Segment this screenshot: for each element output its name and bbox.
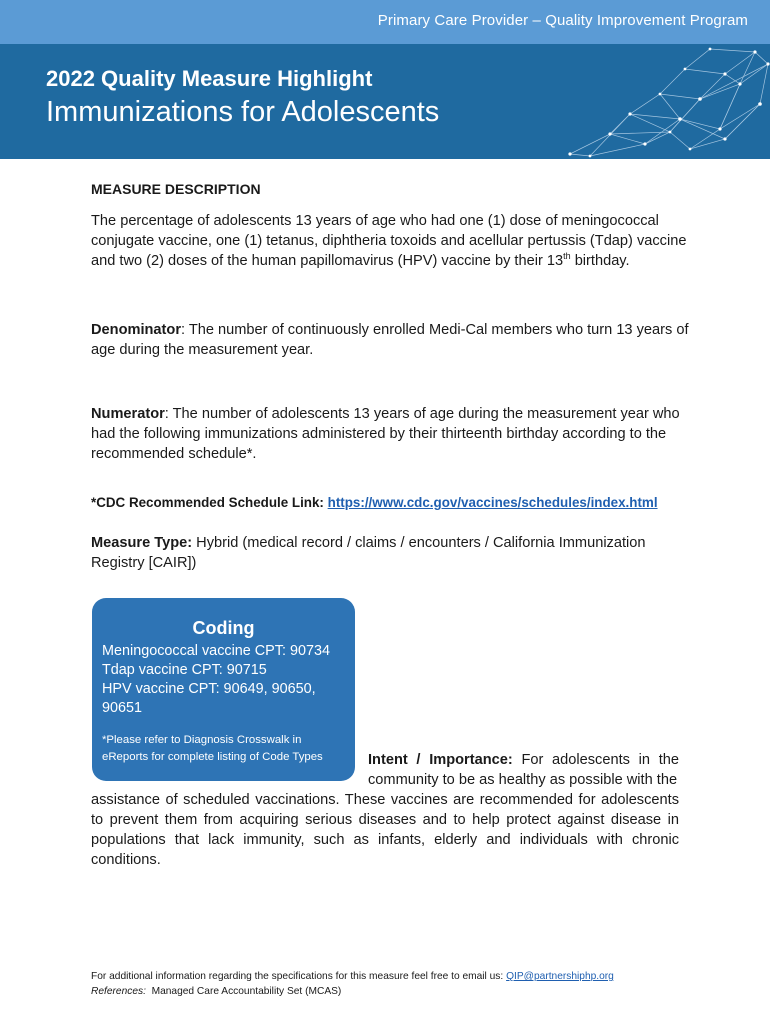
- measure-type-label: Measure Type:: [91, 535, 193, 551]
- coding-note-line1: *Please refer to Diagnosis Crosswalk in: [102, 734, 302, 746]
- footer-contact-text: For additional information regarding the specifications for this measure feel free to email us:: [91, 971, 504, 982]
- footer-email-link[interactable]: QIP@partnershiphp.org: [506, 971, 614, 982]
- coding-line-tdap: Tdap vaccine CPT: 90715: [102, 662, 267, 678]
- measure-type-text: Hybrid (medical record / claims / encounters / California Immunization Registry [CAIR]): [91, 535, 646, 571]
- program-name: Primary Care Provider – Quality Improvement Program: [377, 12, 748, 29]
- coding-line-meningococcal: Meningococcal vaccine CPT: 90734: [102, 643, 330, 659]
- title-banner: [0, 44, 770, 159]
- network-graphic: [550, 44, 770, 159]
- coding-note: [102, 732, 323, 766]
- cdc-link-paragraph: [91, 493, 691, 513]
- numerator-paragraph: [91, 404, 691, 464]
- footer-refs-label: References:: [91, 986, 146, 997]
- coding-title: Coding: [192, 618, 255, 638]
- intent-text-rest: assistance of scheduled vaccinations. These vaccines are recommended for adolescents to prevent them from acquiring serious diseases and to help protect against disease in populations that lack immunity, such as infants, elderly and individuals with chronic conditions.: [91, 792, 679, 868]
- intent-label: Intent / Importance:: [368, 752, 513, 768]
- coding-box: [92, 598, 355, 781]
- cdc-schedule-link[interactable]: https://www.cdc.gov/vaccines/schedules/index.html: [327, 495, 658, 510]
- description-end: birthday.: [574, 253, 630, 269]
- description-sup: th: [563, 251, 571, 262]
- denominator-label: Denominator: [91, 322, 181, 338]
- description-heading: MEASURE DESCRIPTION: [91, 181, 261, 197]
- top-program-bar: [0, 0, 770, 44]
- coding-lines: [102, 642, 330, 718]
- measure-type-paragraph: [91, 533, 691, 573]
- description-text: [91, 211, 691, 271]
- description-main: The percentage of adolescents 13 years of age who had one (1) dose of meningococcal conjugate vaccine, one (1) tetanus, diphtheria toxoids and acellular pertussis (Tdap) vaccine and two (2) doses of the human papillomavirus (HPV) vaccine by their 13: [91, 213, 687, 269]
- denominator-text: : The number of continuously enrolled Medi-Cal members who turn 13 years of age during the measurement year.: [91, 322, 689, 358]
- cdc-link-label: *CDC Recommended Schedule Link:: [91, 495, 324, 510]
- highlight-title: 2022 Quality Measure Highlight: [46, 66, 373, 91]
- footer-references: [91, 984, 614, 999]
- coding-note-line2: eReports for complete listing of Code Types: [102, 751, 323, 763]
- footer: [91, 969, 614, 999]
- coding-line-hpv-cont: 90651: [102, 700, 143, 716]
- measure-title: Immunizations for Adolescents: [46, 96, 440, 128]
- footer-contact: [91, 969, 614, 984]
- numerator-text: : The number of adolescents 13 years of age during the measurement year who had the following immunizations administered by their thirteenth birthday according to the recommended schedule*.: [91, 406, 680, 462]
- coding-line-hpv: HPV vaccine CPT: 90649, 90650,: [102, 681, 316, 697]
- denominator-paragraph: [91, 320, 691, 360]
- numerator-label: Numerator: [91, 406, 165, 422]
- intent-paragraph-top: [368, 750, 679, 790]
- footer-refs-text: Managed Care Accountability Set (MCAS): [151, 986, 342, 997]
- intent-text-top: For adolescents in the community to be as healthy as possible with the: [368, 752, 679, 788]
